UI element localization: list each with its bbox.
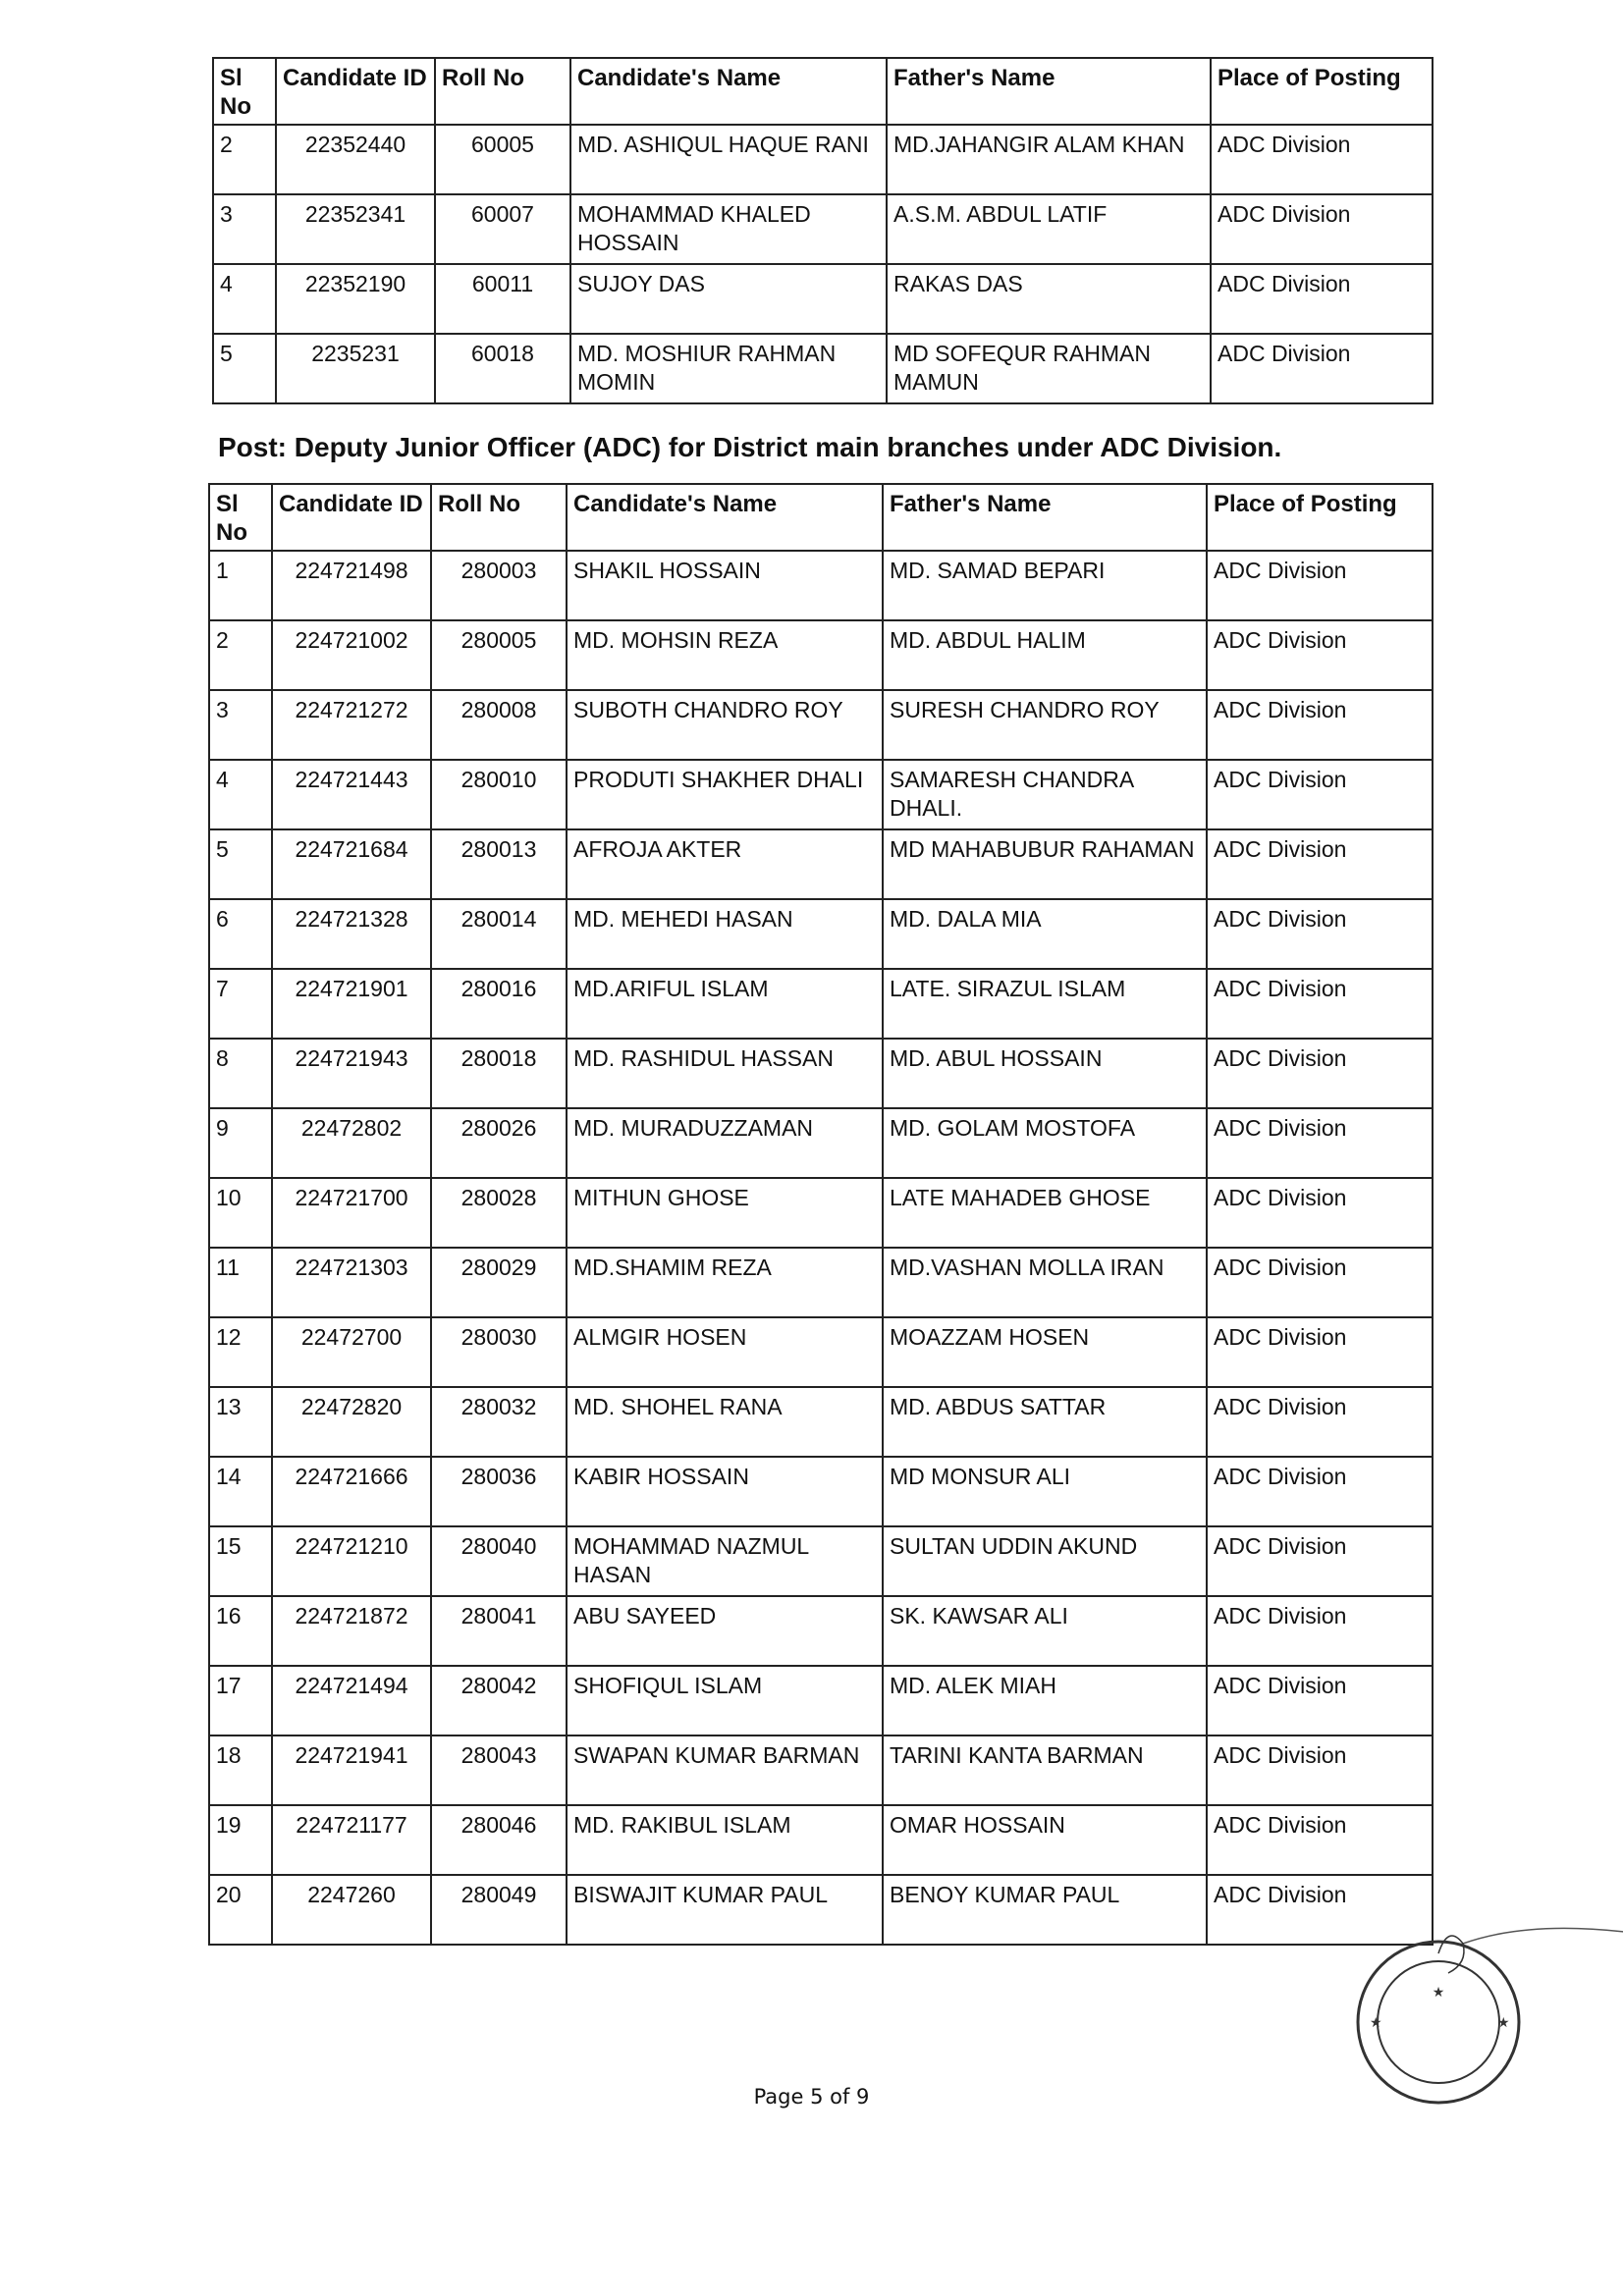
cell-candidate-id: 224721498 — [272, 551, 431, 620]
table-row — [209, 829, 1433, 899]
cell-candidate-id: 224721700 — [272, 1178, 431, 1248]
cell-candidate-id: 22352190 — [276, 264, 435, 334]
col-header-candidate-id: Candidate ID — [276, 58, 435, 125]
cell-father: MOAZZAM HOSEN — [883, 1317, 1207, 1387]
cell-name: AFROJA AKTER — [567, 829, 883, 899]
cell-father: MD. ABDUS SATTAR — [883, 1387, 1207, 1457]
cell-name: SHAKIL HOSSAIN — [567, 551, 883, 620]
cell-sl: 6 — [209, 899, 272, 969]
cell-father: BENOY KUMAR PAUL — [883, 1875, 1207, 1945]
cell-name: MD.ARIFUL ISLAM — [567, 969, 883, 1039]
table-row — [209, 1248, 1433, 1317]
col-header-sl: Sl No — [213, 58, 276, 125]
cell-candidate-id: 22472802 — [272, 1108, 431, 1178]
cell-sl: 4 — [209, 760, 272, 829]
col-header-father: Father's Name — [887, 58, 1211, 125]
col-header-sl: Sl No — [209, 484, 272, 551]
cell-sl: 4 — [213, 264, 276, 334]
cell-roll: 280032 — [431, 1387, 567, 1457]
cell-place: ADC Division — [1207, 620, 1433, 690]
cell-name: MITHUN GHOSE — [567, 1178, 883, 1248]
col-header-roll: Roll No — [431, 484, 567, 551]
cell-father: LATE. SIRAZUL ISLAM — [883, 969, 1207, 1039]
cell-father: SK. KAWSAR ALI — [883, 1596, 1207, 1666]
cell-roll: 280003 — [431, 551, 567, 620]
cell-sl: 5 — [209, 829, 272, 899]
cell-father: MD. SAMAD BEPARI — [883, 551, 1207, 620]
cell-roll: 280042 — [431, 1666, 567, 1735]
cell-sl: 5 — [213, 334, 276, 403]
cell-name: KABIR HOSSAIN — [567, 1457, 883, 1526]
table-row — [213, 125, 1433, 194]
table-row — [209, 690, 1433, 760]
cell-candidate-id: 2235231 — [276, 334, 435, 403]
cell-roll: 280016 — [431, 969, 567, 1039]
table-row — [209, 1457, 1433, 1526]
cell-sl: 3 — [209, 690, 272, 760]
cell-candidate-id: 224721328 — [272, 899, 431, 969]
table-row — [209, 1108, 1433, 1178]
page-number: Page 5 of 9 — [753, 2085, 870, 2109]
cell-sl: 9 — [209, 1108, 272, 1178]
cell-sl: 10 — [209, 1178, 272, 1248]
cell-father: MD.VASHAN MOLLA IRAN — [883, 1248, 1207, 1317]
cell-place: ADC Division — [1207, 1248, 1433, 1317]
cell-candidate-id: 224721443 — [272, 760, 431, 829]
cell-sl: 19 — [209, 1805, 272, 1875]
cell-candidate-id: 22352341 — [276, 194, 435, 264]
cell-father: SULTAN UDDIN AKUND — [883, 1526, 1207, 1596]
cell-sl: 2 — [209, 620, 272, 690]
table-row — [209, 1735, 1433, 1805]
cell-sl: 14 — [209, 1457, 272, 1526]
cell-candidate-id: 22472700 — [272, 1317, 431, 1387]
table-header-row — [209, 484, 1433, 551]
cell-name: PRODUTI SHAKHER DHALI — [567, 760, 883, 829]
table-row — [209, 1039, 1433, 1108]
cell-sl: 13 — [209, 1387, 272, 1457]
table-row — [213, 194, 1433, 264]
cell-sl: 2 — [213, 125, 276, 194]
candidate-table-2 — [208, 483, 1434, 1946]
cell-father: RAKAS DAS — [887, 264, 1211, 334]
bank-seal-stamp — [1345, 1914, 1623, 2110]
cell-place: ADC Division — [1207, 1387, 1433, 1457]
table-row — [209, 1178, 1433, 1248]
cell-place: ADC Division — [1207, 1178, 1433, 1248]
cell-roll: 280043 — [431, 1735, 567, 1805]
cell-name: MD. RASHIDUL HASSAN — [567, 1039, 883, 1108]
cell-roll: 280026 — [431, 1108, 567, 1178]
cell-roll: 280005 — [431, 620, 567, 690]
cell-roll: 280041 — [431, 1596, 567, 1666]
cell-father: TARINI KANTA BARMAN — [883, 1735, 1207, 1805]
table-row — [209, 1875, 1433, 1945]
table-row — [209, 1317, 1433, 1387]
cell-name: MD. SHOHEL RANA — [567, 1387, 883, 1457]
cell-candidate-id: 224721272 — [272, 690, 431, 760]
cell-place: ADC Division — [1211, 334, 1433, 403]
cell-name: SUBOTH CHANDRO ROY — [567, 690, 883, 760]
post-title: Post: Deputy Junior Officer (ADC) for District main branches under ADC Division. — [218, 432, 1282, 462]
table-row — [209, 1387, 1433, 1457]
col-header-candidate-id: Candidate ID — [272, 484, 431, 551]
cell-place: ADC Division — [1207, 1875, 1433, 1945]
cell-roll: 280036 — [431, 1457, 567, 1526]
cell-sl: 3 — [213, 194, 276, 264]
table-row — [213, 334, 1433, 403]
cell-roll: 60018 — [435, 334, 570, 403]
cell-place: ADC Division — [1207, 1666, 1433, 1735]
svg-text:★: ★ — [1497, 2014, 1510, 2030]
cell-place: ADC Division — [1207, 1039, 1433, 1108]
table-row — [209, 760, 1433, 829]
cell-place: ADC Division — [1207, 760, 1433, 829]
cell-place: ADC Division — [1207, 690, 1433, 760]
cell-candidate-id: 224721872 — [272, 1596, 431, 1666]
cell-place: ADC Division — [1207, 899, 1433, 969]
cell-father: MD. ALEK MIAH — [883, 1666, 1207, 1735]
cell-candidate-id: 224721002 — [272, 620, 431, 690]
table-row — [209, 551, 1433, 620]
cell-place: ADC Division — [1207, 551, 1433, 620]
cell-place: ADC Division — [1207, 1317, 1433, 1387]
cell-name: ALMGIR HOSEN — [567, 1317, 883, 1387]
table-row — [213, 264, 1433, 334]
cell-name: MD. MURADUZZAMAN — [567, 1108, 883, 1178]
cell-roll: 60007 — [435, 194, 570, 264]
cell-roll: 280028 — [431, 1178, 567, 1248]
cell-sl: 18 — [209, 1735, 272, 1805]
svg-text:★: ★ — [1432, 1985, 1445, 2001]
col-header-name: Candidate's Name — [567, 484, 883, 551]
cell-candidate-id: 224721177 — [272, 1805, 431, 1875]
cell-father: MD.JAHANGIR ALAM KHAN — [887, 125, 1211, 194]
cell-roll: 280008 — [431, 690, 567, 760]
cell-candidate-id: 22352440 — [276, 125, 435, 194]
table-row — [209, 969, 1433, 1039]
cell-candidate-id: 224721210 — [272, 1526, 431, 1596]
col-header-place: Place of Posting — [1211, 58, 1433, 125]
table-row — [209, 620, 1433, 690]
cell-sl: 1 — [209, 551, 272, 620]
cell-name: MOHAMMAD KHALED HOSSAIN — [570, 194, 887, 264]
cell-candidate-id: 22472820 — [272, 1387, 431, 1457]
cell-candidate-id: 224721941 — [272, 1735, 431, 1805]
cell-father: MD. ABUL HOSSAIN — [883, 1039, 1207, 1108]
cell-name: SWAPAN KUMAR BARMAN — [567, 1735, 883, 1805]
table-row — [209, 899, 1433, 969]
cell-name: MD. MOSHIUR RAHMAN MOMIN — [570, 334, 887, 403]
col-header-roll: Roll No — [435, 58, 570, 125]
cell-sl: 8 — [209, 1039, 272, 1108]
cell-name: MOHAMMAD NAZMUL HASAN — [567, 1526, 883, 1596]
cell-name: MD. MEHEDI HASAN — [567, 899, 883, 969]
cell-place: ADC Division — [1211, 264, 1433, 334]
candidate-table-1 — [212, 57, 1434, 404]
cell-place: ADC Division — [1207, 1596, 1433, 1666]
cell-sl: 15 — [209, 1526, 272, 1596]
cell-place: ADC Division — [1207, 1526, 1433, 1596]
cell-name: MD. RAKIBUL ISLAM — [567, 1805, 883, 1875]
cell-sl: 7 — [209, 969, 272, 1039]
col-header-father: Father's Name — [883, 484, 1207, 551]
table-header-row — [213, 58, 1433, 125]
cell-roll: 280030 — [431, 1317, 567, 1387]
cell-roll: 280046 — [431, 1805, 567, 1875]
cell-candidate-id: 224721901 — [272, 969, 431, 1039]
cell-sl: 11 — [209, 1248, 272, 1317]
cell-roll: 60005 — [435, 125, 570, 194]
cell-candidate-id: 224721303 — [272, 1248, 431, 1317]
cell-candidate-id: 224721494 — [272, 1666, 431, 1735]
cell-place: ADC Division — [1211, 125, 1433, 194]
cell-roll: 60011 — [435, 264, 570, 334]
cell-place: ADC Division — [1207, 829, 1433, 899]
cell-father: MD. GOLAM MOSTOFA — [883, 1108, 1207, 1178]
cell-roll: 280010 — [431, 760, 567, 829]
cell-father: MD MAHABUBUR RAHAMAN — [883, 829, 1207, 899]
cell-sl: 16 — [209, 1596, 272, 1666]
cell-place: ADC Division — [1207, 1457, 1433, 1526]
col-header-place: Place of Posting — [1207, 484, 1433, 551]
cell-father: MD. DALA MIA — [883, 899, 1207, 969]
cell-roll: 280049 — [431, 1875, 567, 1945]
cell-father: SAMARESH CHANDRA DHALI. — [883, 760, 1207, 829]
cell-candidate-id: 224721666 — [272, 1457, 431, 1526]
cell-father: LATE MAHADEB GHOSE — [883, 1178, 1207, 1248]
svg-text:★: ★ — [1370, 2014, 1382, 2030]
cell-candidate-id: 224721943 — [272, 1039, 431, 1108]
table-row — [209, 1805, 1433, 1875]
cell-roll: 280029 — [431, 1248, 567, 1317]
table-row — [209, 1596, 1433, 1666]
cell-sl: 12 — [209, 1317, 272, 1387]
cell-candidate-id: 2247260 — [272, 1875, 431, 1945]
cell-place: ADC Division — [1207, 1735, 1433, 1805]
cell-candidate-id: 224721684 — [272, 829, 431, 899]
cell-father: OMAR HOSSAIN — [883, 1805, 1207, 1875]
cell-name: MD.SHAMIM REZA — [567, 1248, 883, 1317]
cell-roll: 280014 — [431, 899, 567, 969]
col-header-name: Candidate's Name — [570, 58, 887, 125]
cell-father: MD. ABDUL HALIM — [883, 620, 1207, 690]
cell-father: A.S.M. ABDUL LATIF — [887, 194, 1211, 264]
cell-roll: 280040 — [431, 1526, 567, 1596]
cell-father: MD MONSUR ALI — [883, 1457, 1207, 1526]
cell-father: MD SOFEQUR RAHMAN MAMUN — [887, 334, 1211, 403]
cell-name: MD. ASHIQUL HAQUE RANI — [570, 125, 887, 194]
cell-sl: 20 — [209, 1875, 272, 1945]
cell-roll: 280013 — [431, 829, 567, 899]
cell-father: SURESH CHANDRO ROY — [883, 690, 1207, 760]
cell-name: SUJOY DAS — [570, 264, 887, 334]
cell-place: ADC Division — [1207, 1805, 1433, 1875]
cell-name: SHOFIQUL ISLAM — [567, 1666, 883, 1735]
cell-name: MD. MOHSIN REZA — [567, 620, 883, 690]
cell-place: ADC Division — [1207, 1108, 1433, 1178]
cell-name: BISWAJIT KUMAR PAUL — [567, 1875, 883, 1945]
cell-name: ABU SAYEED — [567, 1596, 883, 1666]
table-row — [209, 1666, 1433, 1735]
cell-place: ADC Division — [1211, 194, 1433, 264]
cell-place: ADC Division — [1207, 969, 1433, 1039]
cell-roll: 280018 — [431, 1039, 567, 1108]
cell-sl: 17 — [209, 1666, 272, 1735]
table-row — [209, 1526, 1433, 1596]
